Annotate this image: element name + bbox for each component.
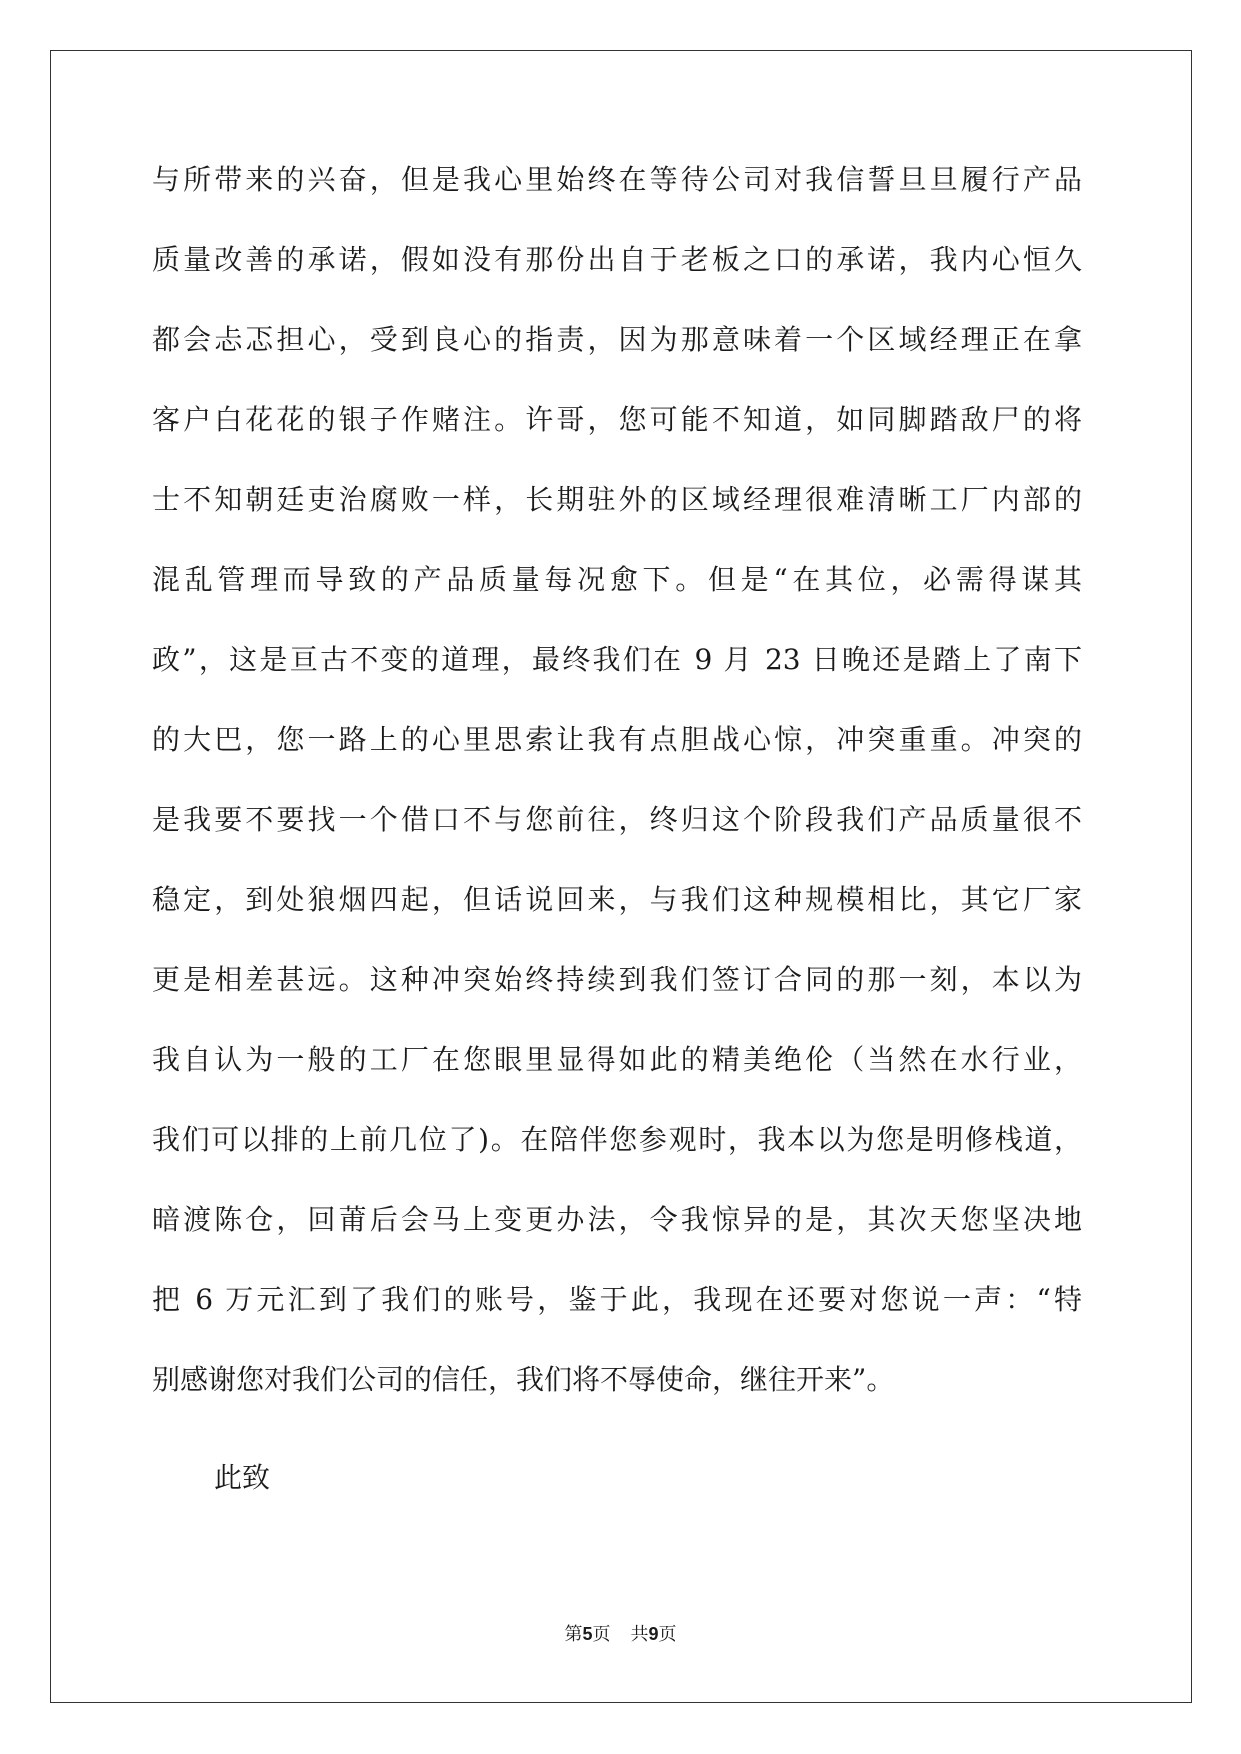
page-current: 5 [582, 1624, 593, 1644]
page-footer [0, 1622, 1241, 1647]
text-line: 更是相差甚远。这种冲突始终持续到我们签订合同的那一刻，本以为 [152, 963, 1082, 996]
text-line: 政”，这是亘古不变的道理，最终我们在 9 月 23 日晚还是踏上了南下 [152, 643, 1082, 676]
body-text [152, 160, 1082, 1440]
text-line: 的大巴，您一路上的心里思索让我有点胆战心惊，冲突重重。冲突的 [152, 723, 1082, 756]
text-line: 士不知朝廷吏治腐败一样，长期驻外的区域经理很难清晰工厂内部的 [152, 483, 1082, 516]
text-line: 都会忐忑担心，受到良心的指责，因为那意味着一个区域经理正在拿 [152, 323, 1082, 356]
text-line: 把 6 万元汇到了我们的账号，鉴于此，我现在还要对您说一声：“特 [152, 1283, 1082, 1316]
page-unit: 页 [592, 1624, 611, 1645]
text-line: 质量改善的承诺，假如没有那份出自于老板之口的承诺，我内心恒久 [152, 243, 1082, 276]
text-line: 我们可以排的上前几位了)。在陪伴您参观时，我本以为您是明修栈道， [152, 1123, 1082, 1156]
closing-salutation: 此致 [214, 1461, 271, 1494]
total-prefix: 共 [630, 1624, 649, 1645]
text-line: 混乱管理而导致的产品质量每况愈下。但是“在其位，必需得谋其 [152, 563, 1082, 596]
text-line: 别感谢您对我们公司的信任，我们将不辱使命，继往开来”。 [152, 1363, 895, 1396]
text-line: 与所带来的兴奋，但是我心里始终在等待公司对我信誓旦旦履行产品 [152, 163, 1082, 196]
text-line: 暗渡陈仓，回莆后会马上变更办法，令我惊异的是，其次天您坚决地 [152, 1203, 1082, 1236]
text-line: 稳定，到处狼烟四起，但话说回来，与我们这种规模相比，其它厂家 [152, 883, 1082, 916]
text-line: 我自认为一般的工厂在您眼里显得如此的精美绝伦（当然在水行业， [152, 1043, 1082, 1076]
text-line: 客户白花花的银子作赌注。许哥，您可能不知道，如同脚踏敌尸的将 [152, 403, 1082, 436]
total-unit: 页 [658, 1624, 677, 1645]
page-total: 9 [648, 1624, 659, 1644]
page-prefix: 第 [564, 1624, 583, 1645]
text-line: 是我要不要找一个借口不与您前往，终归这个阶段我们产品质量很不 [152, 803, 1082, 836]
